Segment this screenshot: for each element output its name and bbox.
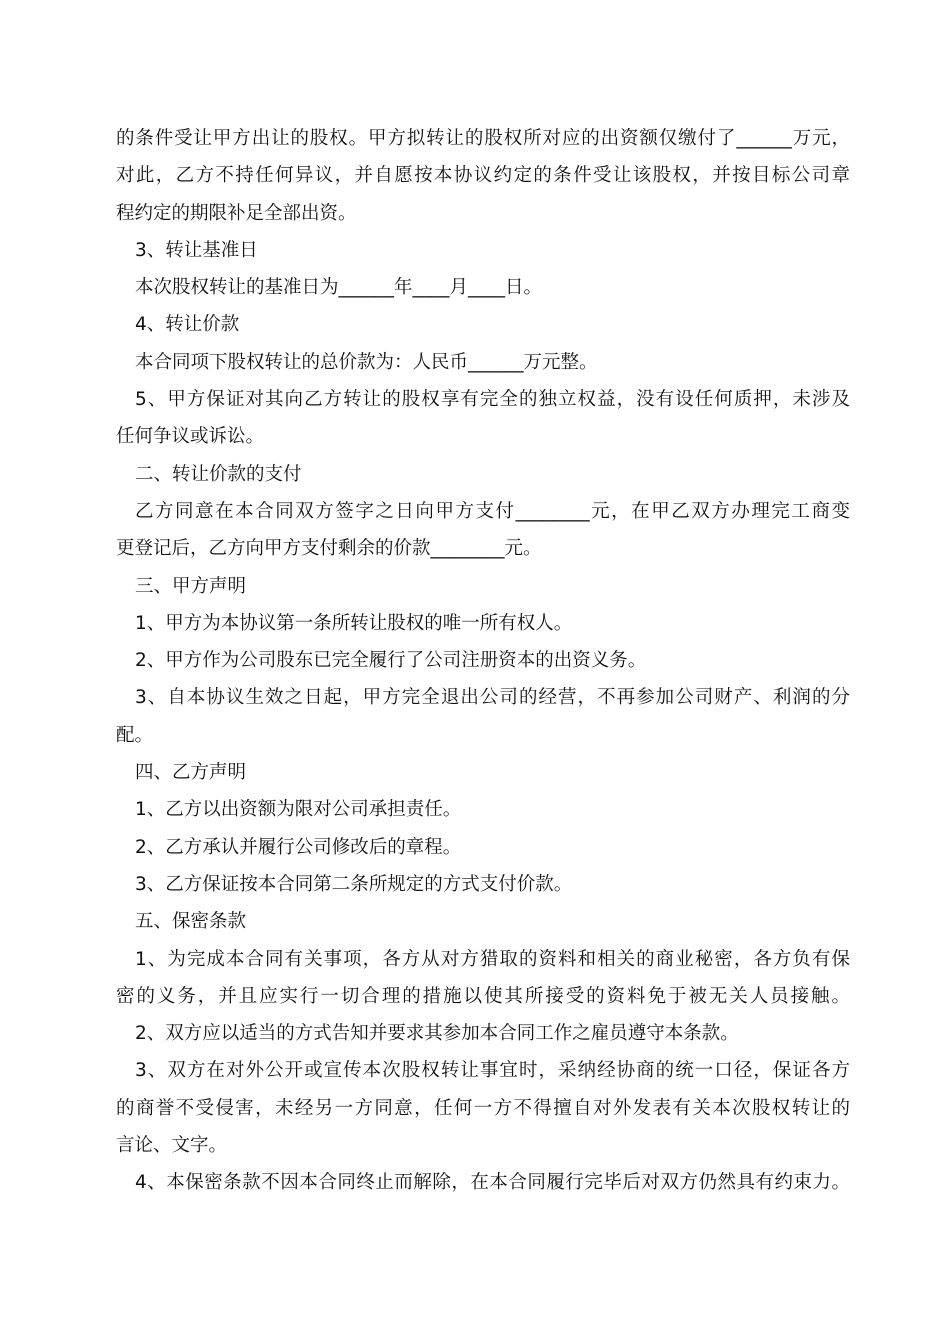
text-line: 任何争议或诉讼。 [116,426,265,448]
text-line: 1、甲方为本协议第一条所转让股权的唯一所有权人。 [135,612,573,634]
text-line: 五、保密条款 [135,911,247,933]
text-line: 3、自本协议生效之日起，甲方完全退出公司的经营，不再参加公司财产、利润的分 [135,687,850,709]
text-line: 本次股权转让的基准日为______年____月____日。 [135,277,543,299]
text-line: 密的义务，并且应实行一切合理的措施以使其所接受的资料免于被无关人员接触。 [116,985,850,1007]
text-line: 2、乙方承认并履行公司修改后的章程。 [135,836,462,858]
text-line: 3、双方在对外公开或宣传本次股权转让事宜时，采纳经协商的统一口径，保证各方 [135,1060,850,1082]
text-line: 程约定的期限补足全部出资。 [116,202,357,224]
contract-body [116,120,850,1202]
text-line: 言论、文字。 [116,1135,228,1157]
text-line: 5、甲方保证对其向乙方转让的股权享有完全的独立权益，没有设任何质押，未涉及 [135,389,850,411]
text-line: 配。 [116,724,154,746]
text-line: 2、甲方作为公司股东已完全履行了公司注册资本的出资义务。 [135,650,647,672]
text-line: 的条件受让甲方出让的股权。甲方拟转让的股权所对应的出资额仅缴付了______万元， [116,128,850,149]
text-line: 二、转让价款的支付 [135,463,302,485]
text-line: 本合同项下股权转让的总价款为：人民币______万元整。 [135,351,598,373]
text-line: 对此，乙方不持任何异议，并自愿按本协议约定的条件受让该股权，并按目标公司章 [116,165,850,187]
text-line: 3、乙方保证按本合同第二条所规定的方式支付价款。 [135,873,573,895]
text-line: 四、乙方声明 [135,762,247,784]
text-line: 的商誉不受侵害，未经另一方同意，任何一方不得擅自对外发表有关本次股权转让的 [116,1097,850,1119]
text-line: 乙方同意在本合同双方签字之日向甲方支付________元，在甲乙双方办理完工商变 [135,500,850,522]
text-line: 2、双方应以适当的方式告知并要求其参加本合同工作之雇员遵守本条款。 [135,1023,739,1045]
text-line: 4、转让价款 [135,314,240,336]
text-line: 3、转让基准日 [135,239,258,261]
text-line: 1、乙方以出资额为限对公司承担责任。 [135,799,462,821]
text-line: 更登记后，乙方向甲方支付剩余的价款________元。 [116,538,542,560]
text-line: 4、本保密条款不因本合同终止而解除，在本合同履行完毕后对双方仍然具有约束力。 [135,1172,850,1194]
text-line: 三、甲方声明 [135,575,247,597]
text-line: 1、为完成本合同有关事项，各方从对方猎取的资料和相关的商业秘密，各方负有保 [135,948,850,970]
